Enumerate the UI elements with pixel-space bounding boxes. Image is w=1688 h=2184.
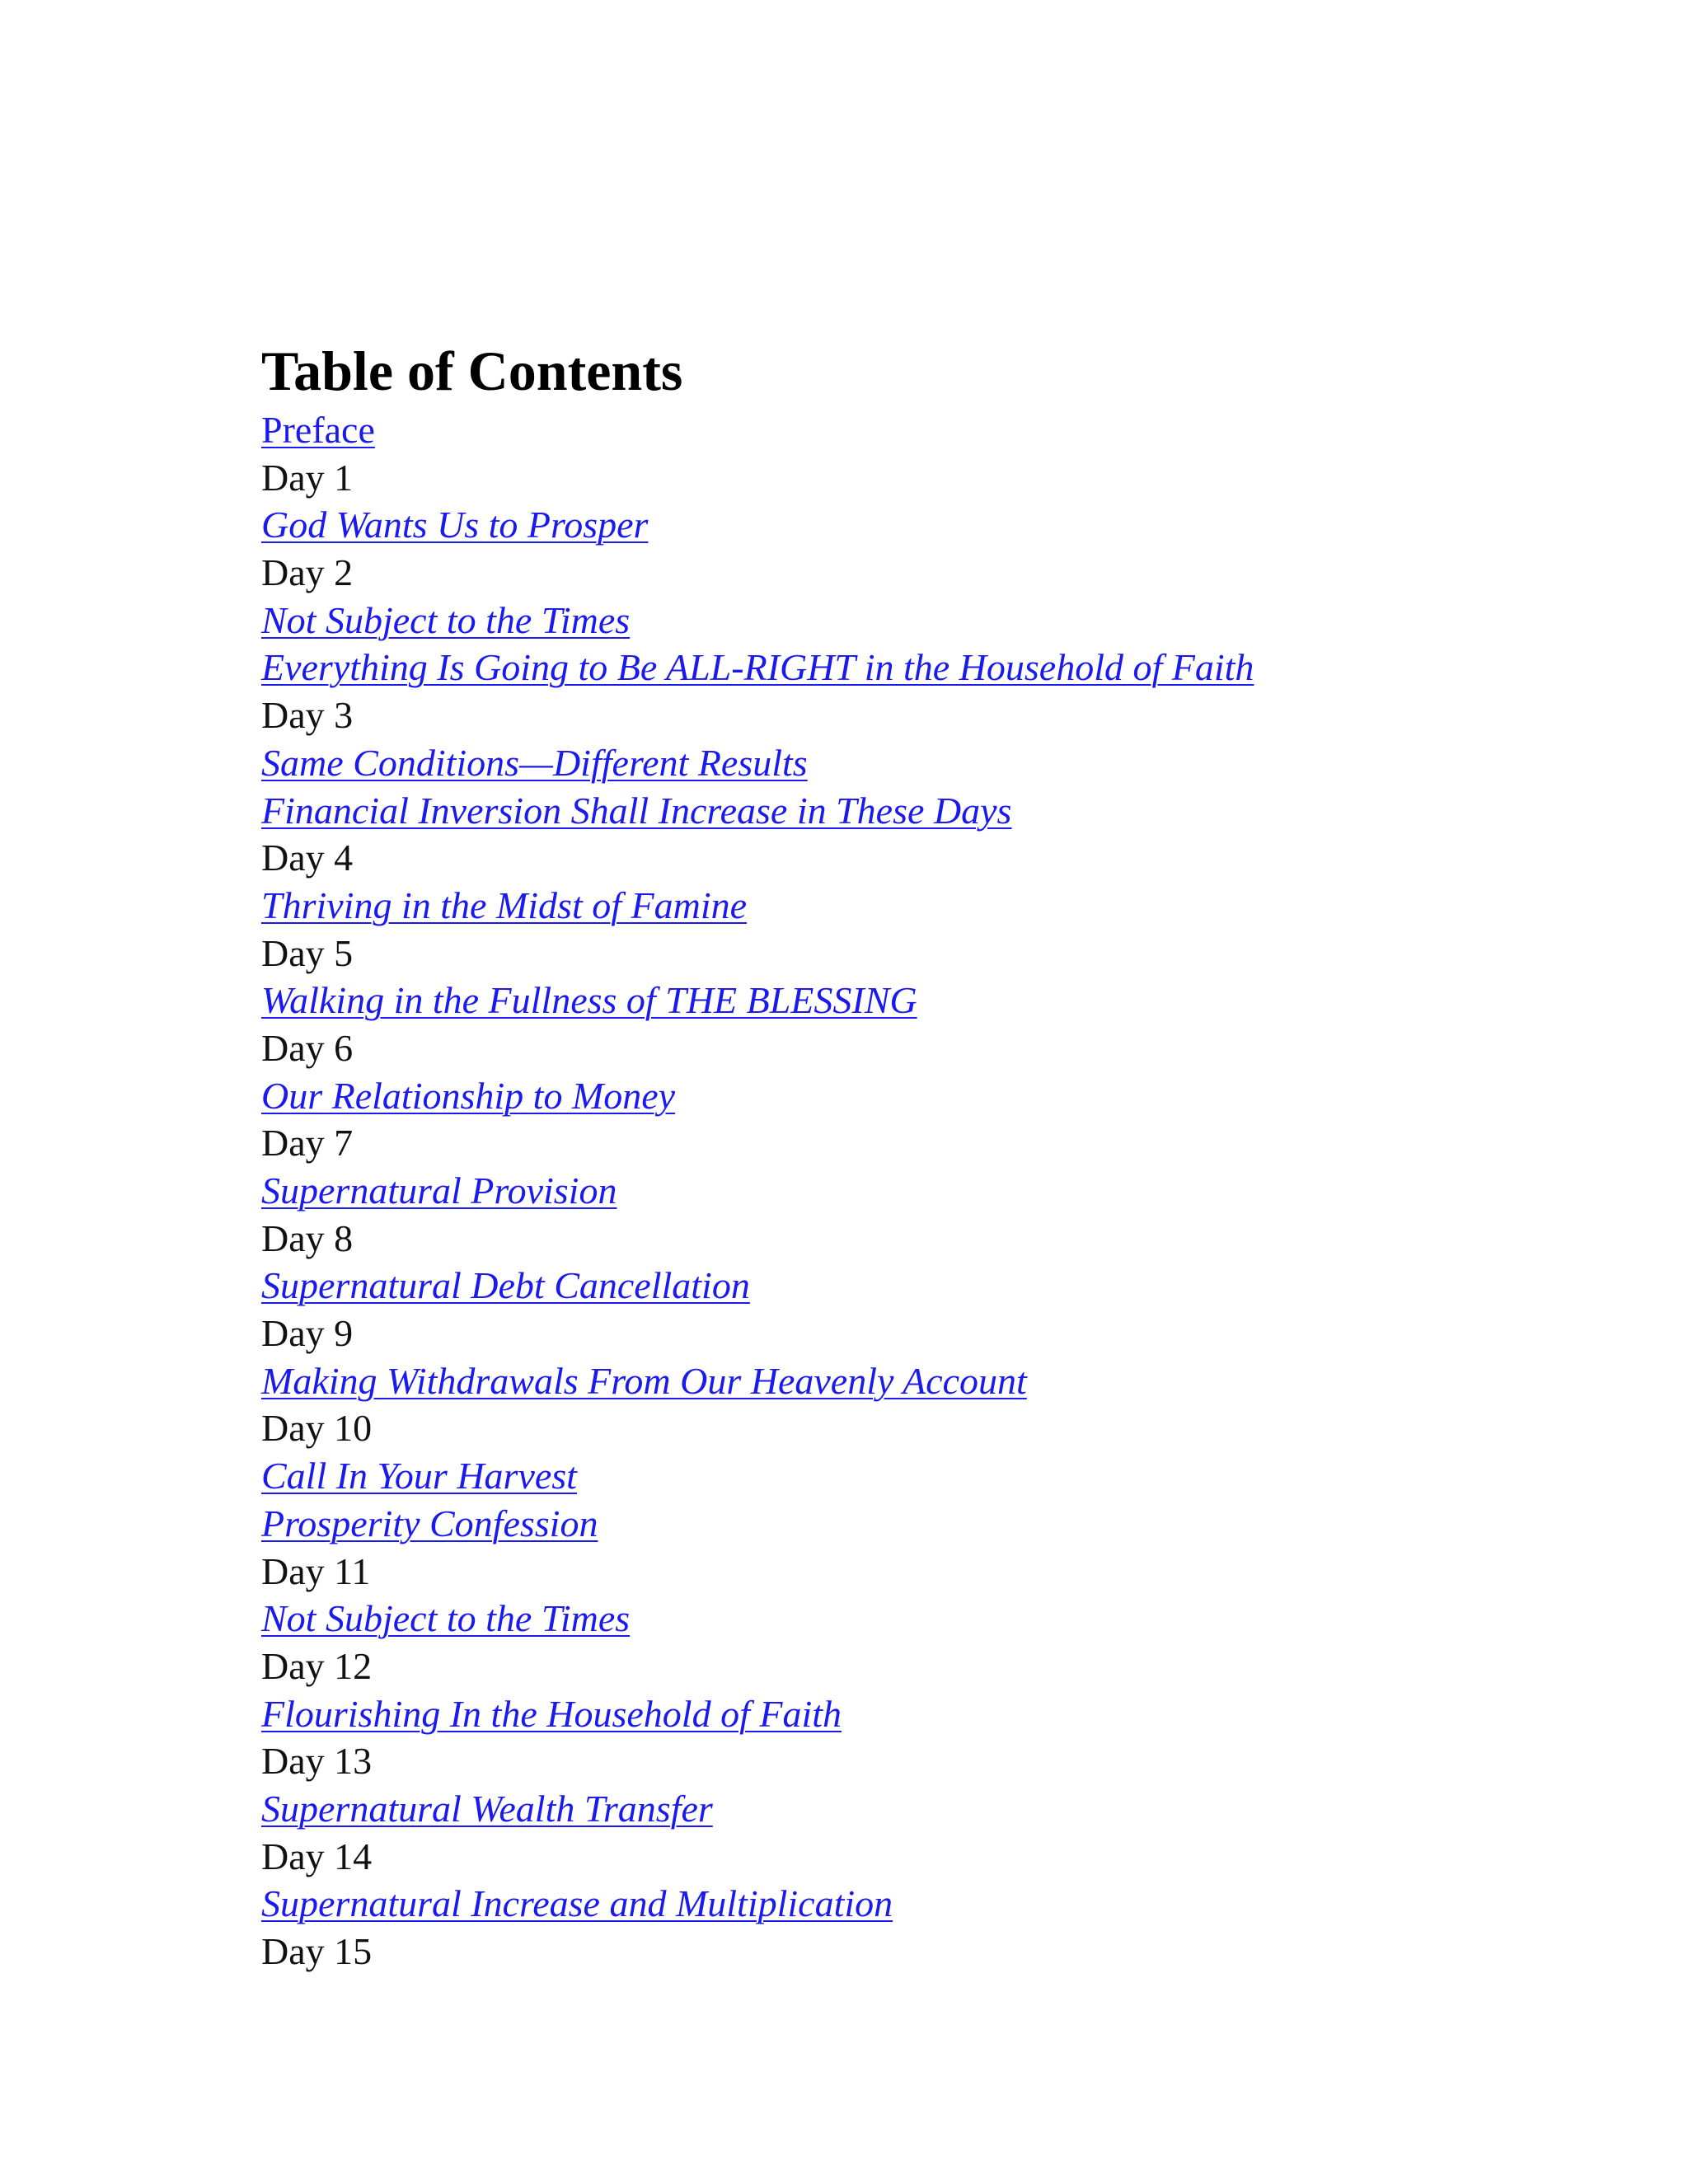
toc-link[interactable]: Supernatural Provision [261,1169,617,1212]
toc-link[interactable]: Financial Inversion Shall Increase in These Days [261,789,1012,832]
table-of-contents [261,334,1621,1975]
toc-link[interactable]: Not Subject to the Times [261,1597,631,1640]
toc-link[interactable]: God Wants Us to Prosper [261,504,649,546]
toc-link[interactable]: Call In Your Harvest [261,1455,577,1497]
toc-link[interactable]: Supernatural Increase and Multiplication [261,1882,893,1925]
toc-link[interactable]: Flourishing In the Household of Faith [261,1692,842,1735]
toc-title: Table of Contents [261,340,683,402]
toc-link[interactable]: Supernatural Wealth Transfer [261,1787,713,1830]
toc-day-label: Day 5 [261,931,354,974]
toc-day-label: Day 3 [261,694,354,737]
toc-day-label: Day 2 [261,551,354,594]
toc-list [261,406,1621,1975]
toc-link[interactable]: Thriving in the Midst of Famine [261,883,748,926]
toc-day-label: Day 7 [261,1122,354,1165]
toc-day-label: Day 4 [261,837,354,879]
toc-day-label: Day 10 [261,1407,373,1450]
toc-day-label: Day 15 [261,1930,373,1972]
toc-link[interactable]: Supernatural Debt Cancellation [261,1264,750,1307]
toc-day-label: Day 12 [261,1644,373,1687]
toc-link[interactable]: Everything Is Going to Be ALL-RIGHT in the Household of Faith [261,646,1254,689]
toc-link[interactable]: Prosperity Confession [261,1502,598,1544]
toc-day-label: Day 14 [261,1835,373,1877]
toc-day-label: Day 9 [261,1312,354,1355]
toc-link[interactable]: Not Subject to the Times [261,598,631,641]
toc-day-label: Day 13 [261,1740,373,1783]
toc-day-label: Day 1 [261,456,354,499]
toc-link[interactable]: Preface [261,409,375,451]
toc-day-label: Day 8 [261,1216,354,1259]
toc-link[interactable]: Walking in the Fullness of THE BLESSING [261,979,917,1022]
toc-link[interactable]: Making Withdrawals From Our Heavenly Account [261,1359,1027,1402]
toc-day-label: Day 6 [261,1026,354,1069]
toc-link[interactable]: Our Relationship to Money [261,1074,676,1117]
toc-link[interactable]: Same Conditions—Different Results [261,741,808,784]
toc-day-label: Day 11 [261,1549,371,1592]
